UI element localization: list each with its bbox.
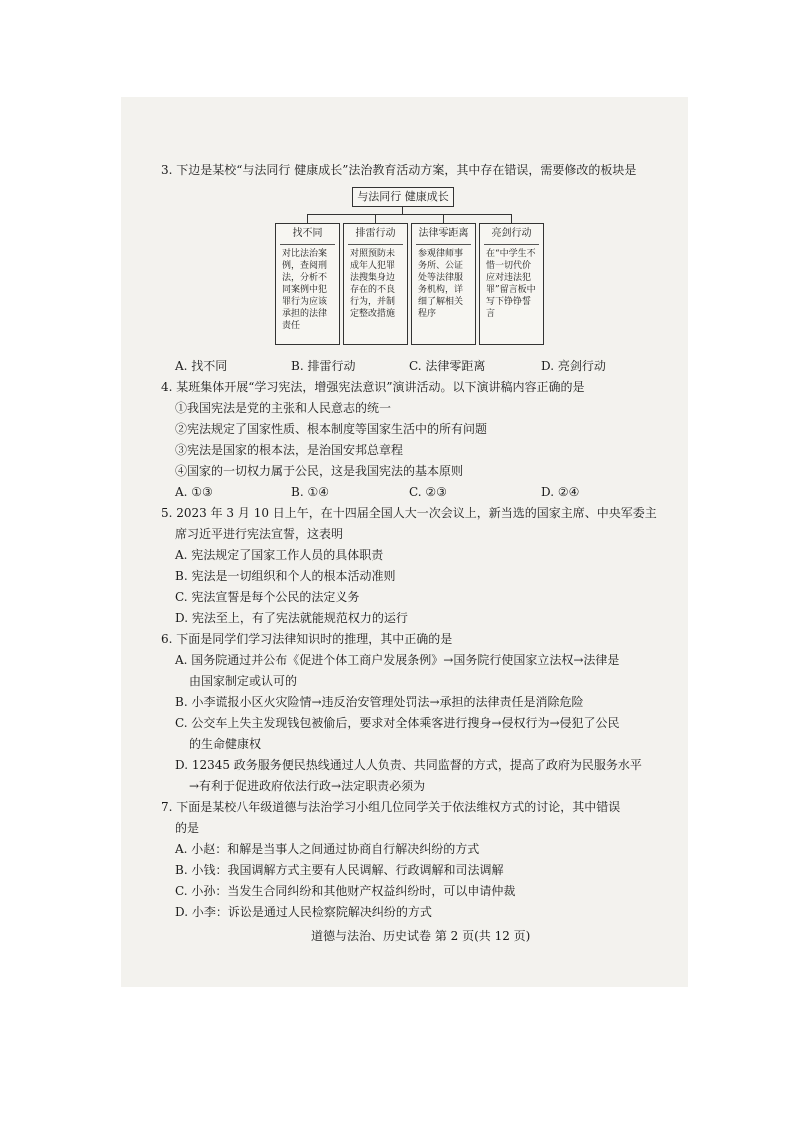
exam-page xyxy=(121,97,688,987)
q7-option-a: A. 小赵：和解是当事人之间通过协商自行解决纠纷的方式 xyxy=(175,842,480,856)
q3-option-b: B. 排雷行动 xyxy=(291,359,356,373)
q4-stem: 4. 某班集体开展“学习宪法，增强宪法意识”演讲活动。以下演讲稿内容正确的是 xyxy=(161,380,585,394)
q4-option-a: A. ①③ xyxy=(175,485,213,499)
connector-line xyxy=(307,214,512,215)
plan-box-body: 对照预防未成年人犯罪法搜集身边存在的不良行为，并制定整改措施 xyxy=(350,249,396,319)
q4-item-3: ③宪法是国家的根本法，是治国安邦总章程 xyxy=(175,443,404,457)
q6-stem: 6. 下面是同学们学习法律知识时的推理，其中正确的是 xyxy=(161,632,453,646)
q7-stem-line2: 的是 xyxy=(175,821,200,835)
q6-option-c-line2: 的生命健康权 xyxy=(189,737,262,751)
q5-stem-line1: 5. 2023 年 3 月 10 日上午，在十四届全国人大一次会议上，新当选的国家主席、中央军委主 xyxy=(161,506,657,520)
q6-option-c-line1: C. 公交车上失主发现钱包被偷后，要求对全体乘客进行搜身→侵权行为→侵犯了公民 xyxy=(175,716,620,730)
plan-box-mine-clearing xyxy=(343,223,408,345)
activity-plan-title: 与法同行 健康成长 xyxy=(352,187,454,207)
q7-stem-line1: 7. 下面是某校八年级道德与法治学习小组几位同学关于依法维权方式的讨论，其中错误 xyxy=(161,800,621,814)
connector-line xyxy=(402,206,403,214)
plan-box-title: 排雷行动 xyxy=(355,228,396,239)
q3-stem: 3. 下边是某校“与法同行 健康成长”法治教育活动方案，其中存在错误，需要修改的板块是 xyxy=(161,163,637,177)
plan-box-title: 亮剑行动 xyxy=(491,228,532,239)
q5-option-a: A. 宪法规定了国家工作人员的具体职责 xyxy=(175,548,384,562)
q3-option-a: A. 找不同 xyxy=(175,359,228,373)
connector-line xyxy=(375,214,376,223)
plan-box-title: 找不同 xyxy=(292,228,323,239)
q7-option-d: D. 小李：诉讼是通过人民检察院解决纠纷的方式 xyxy=(175,905,432,919)
plan-box-title: 法律零距离 xyxy=(418,228,469,239)
page-footer: 道德与法治、历史试卷 第 2 页(共 12 页) xyxy=(311,929,531,943)
q7-option-c: C. 小孙：当发生合同纠纷和其他财产权益纠纷时，可以申请仲裁 xyxy=(175,884,516,898)
connector-line xyxy=(307,214,308,223)
q5-option-c: C. 宪法宣誓是每个公民的法定义务 xyxy=(175,590,360,604)
q6-option-b: B. 小李谎报小区火灾险情→违反治安管理处罚法→承担的法律责任是消除危险 xyxy=(175,695,584,709)
q6-option-a-line1: A. 国务院通过并公布《促进个体工商户发展条例》→国务院行使国家立法权→法律是 xyxy=(175,653,620,667)
q4-option-d: D. ②④ xyxy=(541,485,580,499)
q4-item-4: ④国家的一切权力属于公民，这是我国宪法的基本原则 xyxy=(175,464,464,478)
q4-item-1: ①我国宪法是党的主张和人民意志的统一 xyxy=(175,401,392,415)
q4-option-b: B. ①④ xyxy=(291,485,329,499)
plan-box-law-zero-distance xyxy=(411,223,476,345)
connector-line xyxy=(511,214,512,223)
plan-box-show-sword xyxy=(479,223,544,345)
q4-option-c: C. ②③ xyxy=(409,485,447,499)
plan-box-body: 对比法治案例，查阅刑法，分析不同案例中犯罪行为应该承担的法律责任 xyxy=(282,249,328,331)
q6-option-a-line2: 由国家制定或认可的 xyxy=(189,674,298,688)
plan-box-find-differences xyxy=(275,223,340,345)
connector-line xyxy=(443,214,444,223)
q3-option-d: D. 亮剑行动 xyxy=(541,359,606,373)
q5-option-d: D. 宪法至上，有了宪法就能规范权力的运行 xyxy=(175,611,408,625)
q3-option-c: C. 法律零距离 xyxy=(409,359,486,373)
plan-box-body: 参观律师事务所、公证处等法律服务机构，详细了解相关程序 xyxy=(418,249,464,319)
q5-option-b: B. 宪法是一切组织和个人的根本活动准则 xyxy=(175,569,396,583)
q4-item-2: ②宪法规定了国家性质、根本制度等国家生活中的所有问题 xyxy=(175,422,488,436)
q6-option-d-line2: →有利于促进政府依法行政→法定职责必须为 xyxy=(189,779,426,793)
q6-option-d-line1: D. 12345 政务服务便民热线通过人人负责、共同监督的方式，提高了政府为民服务水平 xyxy=(175,758,642,772)
plan-box-body: 在“中学生不惜一切代价应对违法犯罪”留言板中写下铮铮誓言 xyxy=(486,249,536,319)
q5-stem-line2: 席习近平进行宪法宣誓，这表明 xyxy=(175,527,344,541)
q7-option-b: B. 小钱：我国调解方式主要有人民调解、行政调解和司法调解 xyxy=(175,863,504,877)
